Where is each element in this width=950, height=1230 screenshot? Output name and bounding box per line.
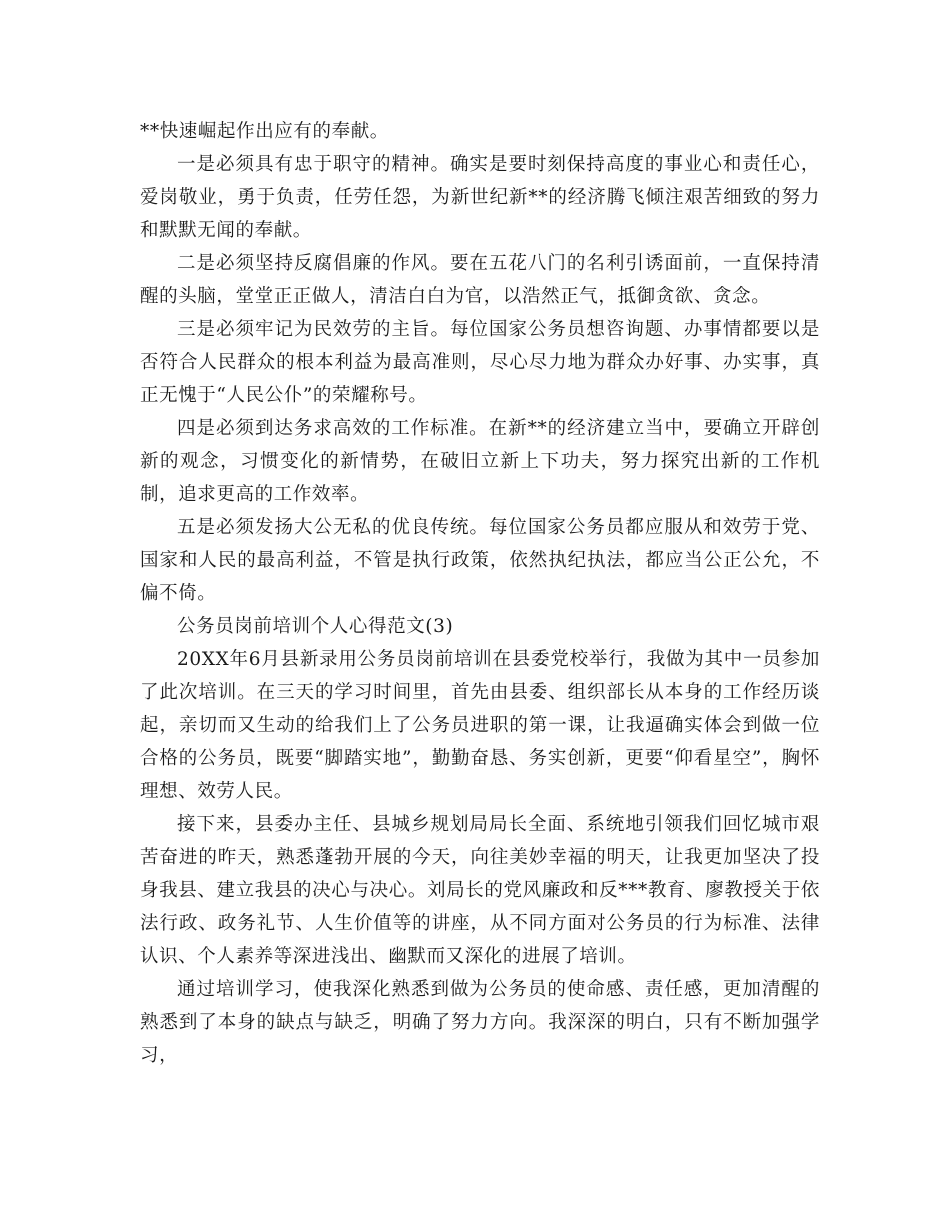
paragraph-serve-people: 三是必须牢记为民效劳的主旨。每位国家公务员想咨询题、办事情都要以是否符合人民群众的根本利益为最高准则，尽心尽力地为群众办好事、办实事，真正无愧于“人民公仆”的荣耀称号。 bbox=[140, 319, 820, 406]
paragraph-training-intro: 20XX年6月县新录用公务员岗前培训在县委党校举行，我做为其中一员参加了此次培训。在三天的学习时间里，首先由县委、组织部长从本身的工作经历谈起，亲切而又生动的给我们上了公务员进职的第一课，让我逼确实体会到做一位合格的公务员，既要“脚踏实地”，勤勤奋恳、务实创新，更要“仰看星空”，胸怀理想、效劳人民。 bbox=[140, 649, 820, 802]
paragraph-selflessness: 五是必须发扬大公无私的优良传统。每位国家公务员都应服从和效劳于党、国家和人民的最高利益，不管是执行政策，依然执纪执法，都应当公正公允，不偏不倚。 bbox=[140, 517, 820, 604]
paragraph-continuation: **快速崛起作出应有的奉献。 bbox=[140, 121, 389, 142]
paragraph-loyalty: 一是必须具有忠于职守的精神。确实是要时刻保持高度的事业心和责任心，爱岗敬业，勇于负责，任劳任怨，为新世纪新**的经济腾飞倾注艰苦细致的努力和默默无闻的奉献。 bbox=[140, 154, 820, 241]
paragraph-training-reflection: 通过培训学习，使我深化熟悉到做为公务员的使命感、责任感，更加清醒的熟悉到了本身的缺点与缺乏，明确了努力方向。我深深的明白，只有不断加强学习， bbox=[140, 979, 820, 1066]
paragraph-integrity: 二是必须坚持反腐倡廉的作风。要在五花八门的名利引诱面前，一直保持清醒的头脑，堂堂正正做人，清洁白白为官，以浩然正气，抵御贪欲、贪念。 bbox=[140, 253, 820, 307]
document-body bbox=[140, 115, 820, 1072]
paragraph-training-lectures: 接下来，县委办主任、县城乡规划局局长全面、系统地引领我们回忆城市艰苦奋进的昨天，熟悉蓬勃开展的今天，向往美妙幸福的明天，让我更加坚决了投身我县、建立我县的决心与决心。刘局长的党风廉政和反***教育、廖教授关于依法行政、政务礼节、人生价值等的讲座，从不同方面对公务员的行为标准、法律认识、个人素养等深进浅出、幽默而又深化的进展了培训。 bbox=[140, 814, 820, 967]
paragraph-efficiency: 四是必须到达务求高效的工作标准。在新**的经济建立当中，要确立开辟创新的观念，习惯变化的新情势，在破旧立新上下功夫，努力探究出新的工作机制，追求更高的工作效率。 bbox=[140, 418, 820, 505]
section-heading: 公务员岗前培训个人心得范文(3) bbox=[177, 616, 454, 637]
